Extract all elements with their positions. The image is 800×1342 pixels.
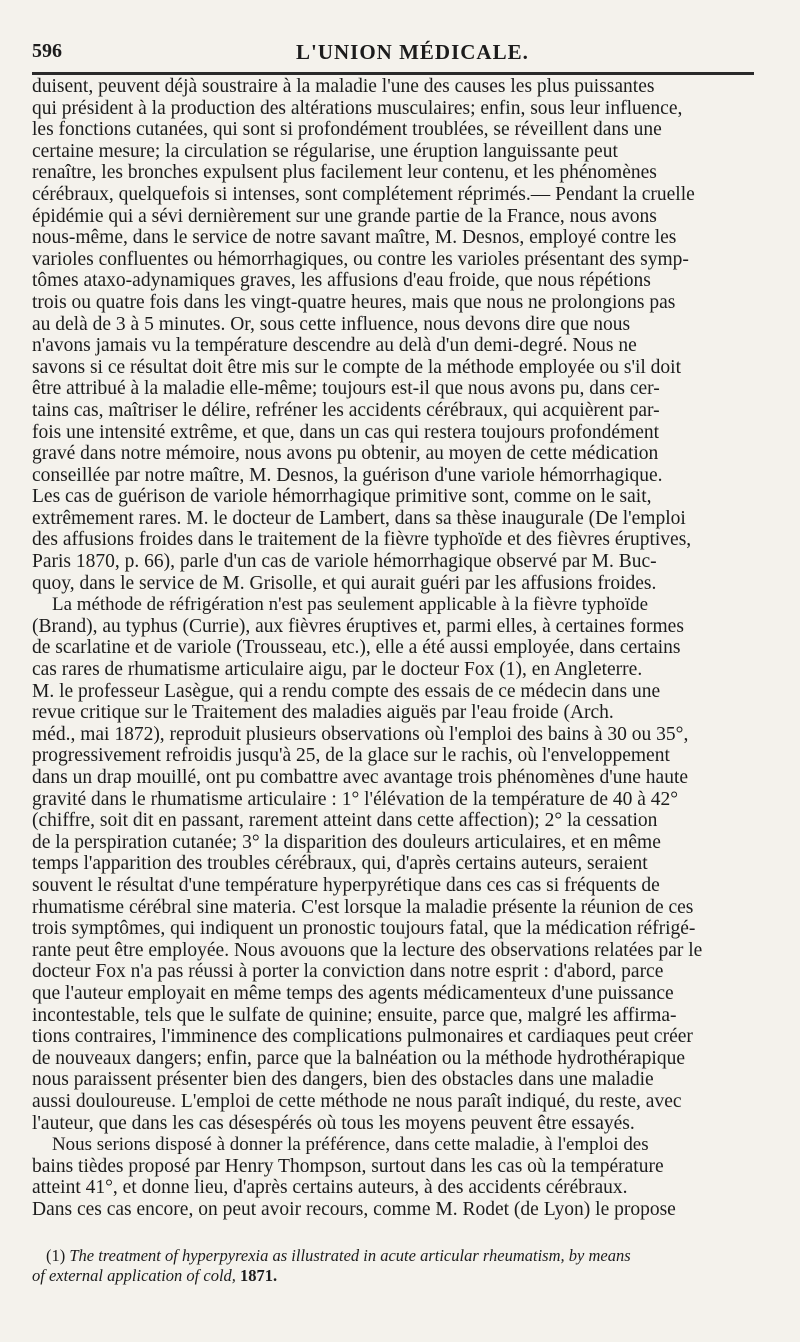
header-rule — [32, 72, 754, 75]
text-line: nous paraissent présenter bien des dangers, bien des obstacles dans une maladie — [32, 1069, 654, 1091]
text-line: les fonctions cutanées, qui sont si profondément troublées, se réveillent dans une — [32, 119, 662, 141]
text-line: des affusions froides dans le traitement de la fièvre typhoïde et des fièvres éruptives, — [32, 529, 692, 551]
page-header — [0, 30, 800, 70]
page-number: 596 — [32, 40, 62, 62]
text-line: varioles confluentes ou hémorrhagiques, ou contre les varioles présentant des symp- — [32, 248, 689, 270]
text-line: duisent, peuvent déjà soustraire à la maladie l'une des causes les plus puissantes — [32, 76, 655, 97]
text-line: dans un drap mouillé, ont pu combattre avec avantage trois phénomènes d'une haute — [32, 767, 689, 788]
footnote-line — [32, 1266, 754, 1286]
text-line: gravité dans le rhumatisme articulaire : 1° l'élévation de la température de 40 à 42° — [32, 788, 679, 810]
text-line: nous-même, dans le service de notre savant maître, M. Desnos, employé contre les — [32, 227, 677, 249]
text-line: docteur Fox n'a pas réussi à porter la conviction dans notre esprit : d'abord, parce — [32, 961, 664, 983]
text-line: Paris 1870, p. 66), parle d'un cas de variole hémorrhagique observé par M. Buc- — [32, 551, 657, 573]
text-line: aussi douloureuse. L'emploi de cette méthode ne nous paraît indiqué, du reste, avec — [32, 1090, 682, 1112]
text-line: épidémie qui a sévi dernièrement sur une grande partie de la France, nous avons — [32, 205, 657, 227]
text-line: rhumatisme cérébral sine materia. C'est lorsque la maladie présente la réunion de ces — [32, 896, 694, 918]
text-line: trois symptômes, qui indiquent un pronostic toujours fatal, que la médication réfrigé- — [32, 918, 696, 940]
text-line: n'avons jamais vu la température descendre au delà d'un demi-degré. Nous ne — [32, 335, 637, 357]
text-line: Dans ces cas encore, on peut avoir recours, comme M. Rodet (de Lyon) le propose — [32, 1198, 676, 1220]
text-line: cas rares de rhumatisme articulaire aigu, par le docteur Fox (1), en Angleterre. — [32, 659, 643, 681]
text-line: Les cas de guérison de variole hémorrhagique primitive sont, comme on le sait, — [32, 486, 652, 508]
text-line: l'auteur, que dans les cas désespérés où tous les moyens peuvent être essayés. — [32, 1112, 635, 1134]
text-line: tains cas, maîtriser le délire, refréner les accidents cérébraux, qui acquièrent par- — [32, 399, 660, 421]
footnote-text: of external application of cold, — [32, 1266, 236, 1285]
footnote-line — [32, 1246, 754, 1266]
text-line: de scarlatine et de variole (Trousseau, etc.), elle a été aussi employée, dans certains — [32, 637, 681, 659]
footnote-marker: (1) — [46, 1246, 66, 1265]
footnote-year: 1871. — [240, 1266, 278, 1285]
text-line: bains tièdes proposé par Henry Thompson, surtout dans les cas où la température — [32, 1155, 664, 1177]
text-line: quoy, dans le service de M. Grisolle, et qui aurait guéri par les affusions froides. — [32, 572, 657, 594]
text-line: certaine mesure; la circulation se régularise, une éruption languissante peut — [32, 140, 618, 162]
text-line: (Brand), au typhus (Currie), aux fièvres éruptives et, parmi elles, à certaines formes — [32, 615, 684, 637]
text-line: rante peut être employée. Nous avouons que la lecture des observations relatées par le — [32, 939, 703, 961]
text-line: de la perspiration cutanée; 3° la disparition des douleurs articulaires, et en même — [32, 831, 661, 853]
text-line: incontestable, tels que le sulfate de quinine; ensuite, parce que, malgré les affirma- — [32, 1004, 677, 1026]
text-line: cérébraux, quelquefois si intenses, sont complétement réprimés.— Pendant la cruelle — [32, 183, 695, 205]
text-line: progressivement refroidis jusqu'à 25, de la glace sur le rachis, où l'enveloppement — [32, 745, 670, 767]
text-line: temps l'apparition des troubles cérébraux, qui, d'après certains auteurs, seraient — [32, 853, 648, 875]
text-line: que l'auteur employait en même temps des agents médicamenteux d'une puissance — [32, 982, 674, 1004]
text-line: être attribué à la maladie elle-même; toujours est-il que nous avons pu, dans cer- — [32, 378, 660, 400]
text-line: gravé dans notre mémoire, nous avons pu obtenir, au moyen de cette médication — [32, 443, 659, 465]
text-line: méd., mai 1872), reproduit plusieurs observations où l'emploi des bains à 30 ou 35°, — [32, 723, 689, 745]
text-line: (chiffre, soit dit en passant, rarement atteint dans cette affection); 2° la cessation — [32, 810, 658, 832]
text-line: souvent le résultat d'une température hyperpyrétique dans ces cas si fréquents de — [32, 874, 660, 896]
text-line: extrêmement rares. M. le docteur de Lambert, dans sa thèse inaugurale (De l'emploi — [32, 507, 686, 529]
text-line: tômes ataxo-adynamiques graves, les affusions d'eau froide, que nous répétions — [32, 270, 651, 292]
body-text — [32, 76, 754, 1220]
text-line: au delà de 3 à 5 minutes. Or, sous cette influence, nous devons dire que nous — [32, 313, 631, 335]
text-line: de nouveaux dangers; enfin, parce que la balnéation ou la méthode hydrothérapique — [32, 1047, 686, 1069]
text-line: fois une intensité extrême, et que, dans un cas qui restera toujours profondément — [32, 421, 660, 443]
text-line: atteint 41°, et donne lieu, d'après certains auteurs, à des accidents cérébraux. — [32, 1177, 628, 1199]
text-line: renaître, les bronches expulsent plus facilement leur contenu, et les phénomènes — [32, 162, 657, 184]
footnote-text: The treatment of hyperpyrexia as illustrated in acute articular rheumatism, by means — [69, 1246, 631, 1265]
footnote — [32, 1246, 754, 1286]
text-line: trois ou quatre fois dans les vingt-quatre heures, mais que nous ne prolongions pas — [32, 291, 676, 313]
text-line: Nous serions disposé à donner la préférence, dans cette maladie, à l'emploi des — [52, 1134, 649, 1156]
text-line: revue critique sur le Traitement des maladies aiguës par l'eau froide (Arch. — [32, 702, 614, 724]
text-line: savons si ce résultat doit être mis sur le compte de la méthode employée ou s'il doit — [32, 356, 682, 378]
text-line: tions contraires, l'imminence des complications pulmonaires et cardiaques peut créer — [32, 1026, 693, 1048]
text-line: M. le professeur Lasègue, qui a rendu compte des essais de ce médecin dans une — [32, 680, 661, 702]
text-line: qui président à la production des altérations musculaires; enfin, sous leur influence, — [32, 97, 683, 119]
text-line: conseillée par notre maître, M. Desnos, la guérison d'une variole hémorrhagique. — [32, 464, 663, 486]
running-title: L'UNION MÉDICALE. — [296, 40, 529, 64]
text-line: La méthode de réfrigération n'est pas seulement applicable à la fièvre typhoïde — [52, 594, 649, 616]
